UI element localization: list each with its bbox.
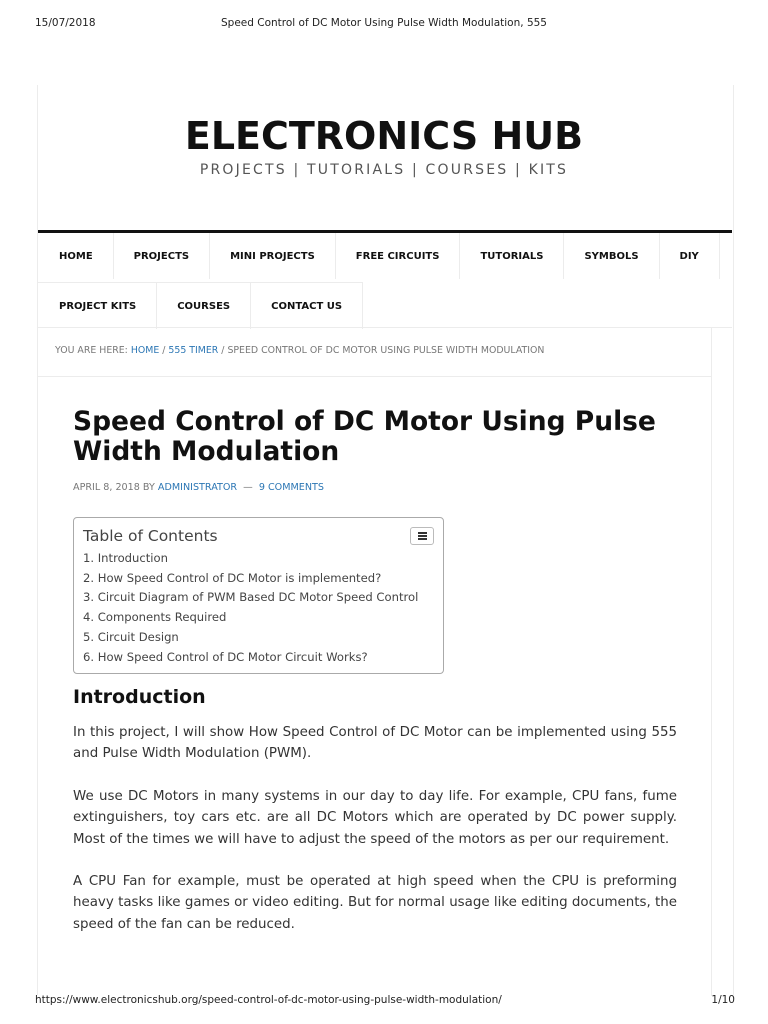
toc-list [83, 549, 418, 667]
paragraph: In this project, I will show How Speed Control of DC Motor can be implemented using 555 and Pulse Width Modulation (PWM). [73, 725, 677, 762]
toc-item[interactable]: 4. Components Required [83, 610, 227, 625]
nav-item-projects[interactable]: PROJECTS [114, 233, 210, 279]
post-meta [73, 482, 324, 493]
site-description: PROJECTS | TUTORIALS | COURSES | KITS [199, 162, 569, 178]
table-of-contents [73, 517, 444, 674]
post-by: BY [142, 482, 155, 493]
nav-item-symbols[interactable]: SYMBOLS [564, 233, 659, 279]
post-date: APRIL 8, 2018 [73, 482, 140, 493]
post-author-link[interactable]: ADMINISTRATOR [157, 482, 238, 493]
print-title: Speed Control of DC Motor Using Pulse Width Modulation, 555 [221, 17, 547, 29]
divider [38, 376, 712, 377]
main-navigation [38, 230, 732, 328]
print-date: 15/07/2018 [35, 17, 96, 29]
toc-item[interactable]: 6. How Speed Control of DC Motor Circuit Works? [83, 649, 368, 664]
toc-item[interactable]: 1. Introduction [83, 551, 168, 565]
nav-item-diy[interactable]: DIY [660, 233, 720, 279]
breadcrumb-separator: / [218, 345, 228, 356]
print-url: https://www.electronicshub.org/speed-control-of-dc-motor-using-pulse-width-modulation/ [35, 994, 502, 1006]
breadcrumb-current: SPEED CONTROL OF DC MOTOR USING PULSE WIDTH MODULATION [227, 345, 545, 356]
post-comments-link[interactable]: 9 COMMENTS [258, 482, 324, 493]
nav-item-project-kits[interactable]: PROJECT KITS [38, 283, 157, 329]
print-page-number: 1/10 [711, 994, 735, 1006]
breadcrumb-category-link[interactable]: 555 TIMER [168, 345, 219, 356]
list-toggle-icon[interactable] [410, 527, 434, 545]
nav-row-primary [38, 233, 720, 279]
breadcrumb-separator: / [159, 345, 169, 356]
toc-title: Table of Contents [83, 527, 218, 545]
toc-item[interactable]: 5. Circuit Design [83, 629, 179, 644]
breadcrumb-home-link[interactable]: HOME [130, 345, 160, 356]
toc-item[interactable]: 2. How Speed Control of DC Motor is implemented? [83, 570, 382, 585]
nav-item-tutorials[interactable]: TUTORIALS [460, 233, 564, 279]
section-heading-introduction: Introduction [73, 686, 206, 708]
site-title[interactable]: ELECTRONICS HUB [184, 114, 584, 158]
nav-item-courses[interactable]: COURSES [157, 283, 251, 329]
nav-item-free-circuits[interactable]: FREE CIRCUITS [336, 233, 461, 279]
paragraph: A CPU Fan for example, must be operated at high speed when the CPU is preforming heavy tasks like games or video editing. But for normal usage like editing documents, the speed of the fan can be reduced. [73, 874, 677, 932]
meta-dash: — [243, 482, 253, 493]
nav-row-secondary [38, 282, 363, 329]
paragraph: We use DC Motors in many systems in our day to day life. For example, CPU fans, fume extinguishers, toy cars etc. are all DC Motors which are operated by DC power supply. Most of the times we will have to adjust the speed of the motors as per our requirement. [73, 789, 677, 847]
post-title: Speed Control of DC Motor Using Pulse Width Modulation [73, 406, 656, 467]
breadcrumb [55, 345, 544, 356]
nav-item-contact-us[interactable]: CONTACT US [251, 283, 363, 329]
breadcrumb-prefix: YOU ARE HERE: [55, 345, 128, 356]
nav-item-home[interactable]: HOME [38, 233, 114, 279]
nav-item-mini-projects[interactable]: MINI PROJECTS [210, 233, 336, 279]
toc-item[interactable]: 3. Circuit Diagram of PWM Based DC Motor Speed Control [83, 590, 419, 605]
